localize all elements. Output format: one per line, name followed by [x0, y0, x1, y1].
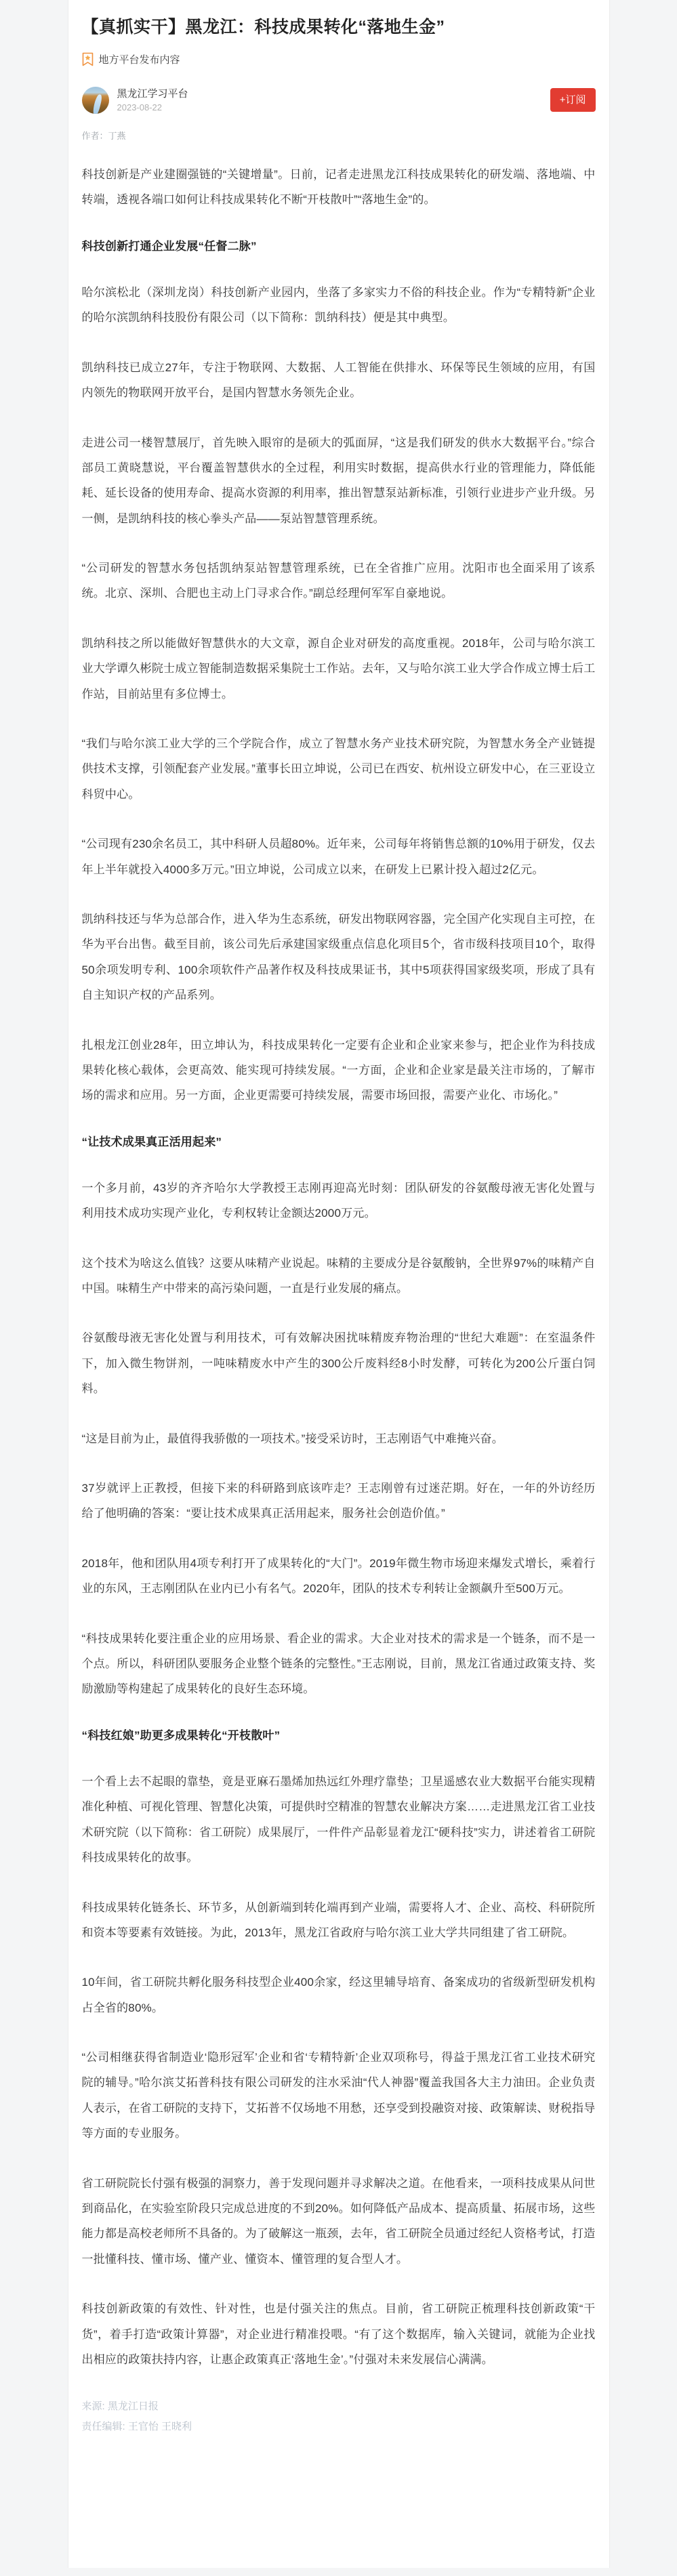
paragraph: 科技成果转化链条长、环节多，从创新端到转化端再到产业端，需要将人才、企业、高校、科研院所和资本等要素有效链接。为此，2013年，黑龙江省政府与哈尔滨工业大学共同组建了省工研院。: [81, 1900, 596, 1939]
paragraph: 谷氨酸母液无害化处置与利用技术，可有效解决困扰味精废弃物治理的“世纪大难题”：在室温条件下，加入微生物饼剂，一吨味精废水中产生的300公斤废料经8小时发酵，可转化为200公斤蛋白饲料。: [81, 1331, 596, 1396]
author-meta: [117, 87, 188, 115]
content-tag: [82, 52, 596, 66]
author-byline: 作者：丁燕: [81, 131, 126, 141]
paragraph: 科技创新政策的有效性、针对性，也是付强关注的焦点。目前，省工研院正梳理科技创新政策“干货”，着手打造“政策计算器”，对企业进行精准投喂。“有了这个数据库，输入关键词，就能为企业找出相应的政策扶持内容，让惠企政策真正‘落地生金’。”付强对未来发展信心满满。: [81, 2302, 596, 2366]
paragraph: 科技创新是产业建圈强链的“关键增量”。日前，记者走进黑龙江科技成果转化的研发端、落地端、中转端，透视各端口如何让科技成果转化不断“开枝散叶”“落地生金”的。: [81, 168, 596, 207]
article-card: [68, 0, 610, 2568]
paragraph: 2018年，他和团队用4项专利打开了成果转化的“大门”。2019年微生物市场迎来爆发式增长，乘着行业的东风，王志刚团队在业内已小有名气。2020年，团队的技术专利转让金额飙升至500万元。: [81, 1556, 596, 1596]
paragraph: 这个技术为啥这么值钱？这要从味精产业说起。味精的主要成分是谷氨酸钠，全世界97%的味精产自中国。味精生产中带来的高污染问题，一直是行业发展的痛点。: [81, 1256, 596, 1295]
paragraph: 凯纳科技已成立27年，专注于物联网、大数据、人工智能在供排水、环保等民生领域的应用，有国内领先的物联网开放平台，是国内智慧水务领先企业。: [81, 360, 596, 400]
paragraph: 走进公司一楼智慧展厅，首先映入眼帘的是硕大的弧面屏，“这是我们研发的供水大数据平台。”综合部员工黄晓慧说，平台覆盖智慧供水的全过程，利用实时数据，提高供水行业的管理能力，降低能耗、延长设备的使用寿命、提高水资源的利用率，推出智慧泵站新标准，引领行业进步产业升级。另一侧，是凯纳科技的核心拳头产品——泵站智慧管理系统。: [81, 436, 596, 525]
source-avatar[interactable]: [82, 87, 109, 114]
tag-label: 地方平台发布内容: [98, 54, 180, 66]
source-credit: 来源: 黑龙江日报: [81, 2401, 159, 2413]
paragraph: 凯纳科技还与华为总部合作，进入华为生态系统，研发出物联网容器，完全国产化实现自主可控，在华为平台出售。截至目前，该公司先后承建国家级重点信息化项目5个，省市级科技项目10个，取得50余项发明专利、100余项软件产品著作权及科技成果证书，其中5项获得国家级奖项，形成了具有自主知识产权的产品系列。: [81, 913, 596, 1002]
paragraph: “这是目前为止，最值得我骄傲的一项技术。”接受采访时，王志刚语气中难掩兴奋。: [81, 1432, 504, 1445]
paragraph: “科技成果转化要注重企业的应用场景、看企业的需求。大企业对技术的需求是一个链条，而不是一个点。所以，科研团队要服务企业整个链条的完整性。”王志刚说，目前，黑龙江省通过政策支持、奖励激励等构建起了成果转化的良好生态环境。: [81, 1632, 596, 1696]
paragraph: 扎根龙江创业28年，田立坤认为，科技成果转化一定要有企业和企业家来参与，把企业作为科技成果转化核心载体，会更高效、能实现可持续发展。“一方面，企业和企业家是最关注市场的，了解市场的需求和应用。另一方面，企业更需要可持续发展，需要市场回报，需要产业化、市场化。”: [81, 1038, 596, 1102]
publish-date: 2023-08-22: [117, 102, 162, 112]
section-heading: 科技创新打通企业发展“任督二脉”: [81, 239, 257, 253]
paragraph: 一个看上去不起眼的靠垫，竟是亚麻石墨烯加热远红外理疗靠垫；卫星遥感农业大数据平台能实现精准化种植、可视化管理、智慧化决策，可提供时空精准的智慧农业解决方案……走进黑龙江省工业技术研究院（以下简称：省工研院）成果展厅，一件件产品彰显着龙江“硬科技”实力，讲述着省工研院科技成果转化的故事。: [81, 1774, 596, 1865]
source-name[interactable]: 黑龙江学习平台: [117, 87, 188, 100]
paragraph: “我们与哈尔滨工业大学的三个学院合作，成立了智慧水务产业技术研究院，为智慧水务全产业链提供技术支撑，引领配套产业发展。”董事长田立坤说，公司已在西安、杭州设立研发中心，在三亚设立科贸中心。: [81, 737, 596, 801]
paragraph: 10年间，省工研院共孵化服务科技型企业400余家，经这里辅导培育、备案成功的省级新型研发机构占全省的80%。: [81, 1976, 596, 2014]
paragraph: “公司现有230余名员工，其中科研人员超80%。近年来，公司每年将销售总额的10%用于研发，仅去年上半年就投入4000多万元。”田立坤说，公司成立以来，在研发上已累计投入超过2亿元。: [81, 837, 596, 876]
paragraph: “公司相继获得省制造业‘隐形冠军’企业和省‘专精特新’企业双项称号，得益于黑龙江省工业技术研究院的辅导。”哈尔滨艾拓普科技有限公司研发的注水采油“代人神器”覆盖我国各大主力油田。企业负责人表示，在省工研院的支持下，艾拓普不仅场地不用愁，还享受到投融资对接、政策解读、财税指导等方面的专业服务。: [81, 2051, 596, 2140]
section-heading: “科技红娘”助更多成果转化“开枝散叶”: [81, 1728, 281, 1742]
section-heading: “让技术成果真正活用起来”: [81, 1135, 222, 1148]
article-footer: [82, 2396, 596, 2437]
editor-credit: 责任编辑: 王官怡 王晓利: [81, 2421, 192, 2433]
paragraph: 一个多月前，43岁的齐齐哈尔大学教授王志刚再迎高光时刻：团队研发的谷氨酸母液无害化处置与利用技术成功实现产业化，专利权转让金额达2000万元。: [81, 1181, 596, 1220]
paragraph: 凯纳科技之所以能做好智慧供水的大文章，源自企业对研发的高度重视。2018年，公司与哈尔滨工业大学谭久彬院士成立智能制造数据采集院士工作站。去年，又与哈尔滨工业大学合作成立博士后工作站，目前站里有多位博士。: [81, 636, 596, 701]
paragraph: 哈尔滨松北（深圳龙岗）科技创新产业园内，坐落了多家实力不俗的科技企业。作为“专精特新”企业的哈尔滨凯纳科技股份有限公司（以下简称：凯纳科技）便是其中典型。: [81, 285, 596, 325]
paragraph: 37岁就评上正教授，但接下来的科研路到底该咋走？王志刚曾有过迷茫期。好在，一年的外访经历给了他明确的答案：“要让技术成果真正活用起来，服务社会创造价值。”: [81, 1482, 596, 1520]
paragraph: “公司研发的智慧水务包括凯纳泵站智慧管理系统，已在全省推广应用。沈阳市也全面采用了该系统。北京、深圳、合肥也主动上门寻求合作。”副总经理何军军自豪地说。: [81, 562, 596, 600]
subscribe-button[interactable]: +订阅: [550, 88, 596, 112]
author-row: [82, 87, 596, 115]
article-body: [82, 162, 596, 2372]
page-title: 【真抓实干】黑龙江：科技成果转化“落地生金”: [81, 18, 445, 37]
paragraph: 省工研院院长付强有极强的洞察力，善于发现问题并寻求解决之道。在他看来，一项科技成果从问世到商品化，在实验室阶段只完成总进度的不到20%。如何降低产品成本、提高质量、拓展市场，这些能力都是高校老师所不具备的。为了破解这一瓶颈，去年，省工研院全员通过经纪人资格考试，打造一批懂科技、懂市场、懂产业、懂资本、懂管理的复合型人才。: [81, 2176, 596, 2266]
bookmark-star-icon: [82, 52, 94, 66]
